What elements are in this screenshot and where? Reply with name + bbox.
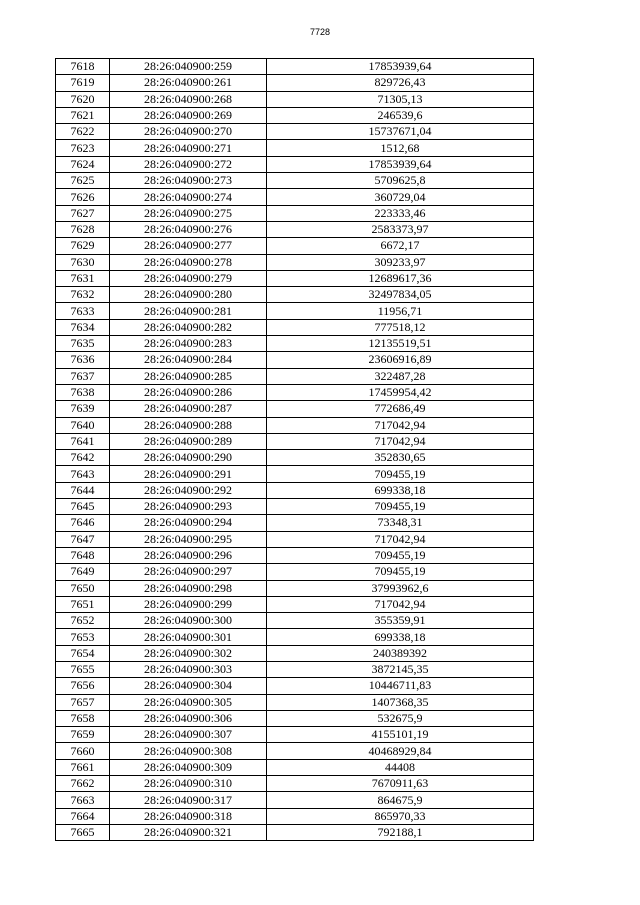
cadastral-value-cell: 352830,65 bbox=[267, 450, 534, 466]
row-number-cell: 7630 bbox=[56, 254, 110, 270]
cadastral-number-cell: 28:26:040900:303 bbox=[110, 661, 267, 677]
cadastral-number-cell: 28:26:040900:277 bbox=[110, 238, 267, 254]
table-row bbox=[56, 580, 534, 596]
cadastral-value-cell: 5709625,8 bbox=[267, 173, 534, 189]
row-number-cell: 7664 bbox=[56, 808, 110, 824]
row-number-cell: 7646 bbox=[56, 515, 110, 531]
cadastral-number-cell: 28:26:040900:299 bbox=[110, 596, 267, 612]
cadastral-value-cell: 1512,68 bbox=[267, 140, 534, 156]
table-row bbox=[56, 694, 534, 710]
cadastral-value-cell: 322487,28 bbox=[267, 368, 534, 384]
cadastral-value-cell: 240389392 bbox=[267, 645, 534, 661]
row-number-cell: 7649 bbox=[56, 564, 110, 580]
table-row bbox=[56, 205, 534, 221]
cadastral-number-cell: 28:26:040900:284 bbox=[110, 352, 267, 368]
table-row bbox=[56, 59, 534, 75]
cadastral-number-cell: 28:26:040900:261 bbox=[110, 75, 267, 91]
row-number-cell: 7642 bbox=[56, 450, 110, 466]
table-row bbox=[56, 613, 534, 629]
cadastral-value-cell: 709455,19 bbox=[267, 547, 534, 563]
cadastral-number-cell: 28:26:040900:287 bbox=[110, 401, 267, 417]
row-number-cell: 7650 bbox=[56, 580, 110, 596]
table-row bbox=[56, 238, 534, 254]
cadastral-number-cell: 28:26:040900:292 bbox=[110, 482, 267, 498]
cadastral-value-table bbox=[55, 58, 534, 841]
table-row bbox=[56, 384, 534, 400]
row-number-cell: 7619 bbox=[56, 75, 110, 91]
cadastral-value-cell: 1407368,35 bbox=[267, 694, 534, 710]
cadastral-value-cell: 717042,94 bbox=[267, 417, 534, 433]
table-row bbox=[56, 450, 534, 466]
row-number-cell: 7653 bbox=[56, 629, 110, 645]
row-number-cell: 7641 bbox=[56, 433, 110, 449]
row-number-cell: 7651 bbox=[56, 596, 110, 612]
row-number-cell: 7655 bbox=[56, 661, 110, 677]
row-number-cell: 7622 bbox=[56, 124, 110, 140]
cadastral-number-cell: 28:26:040900:259 bbox=[110, 59, 267, 75]
cadastral-number-cell: 28:26:040900:280 bbox=[110, 287, 267, 303]
table-row bbox=[56, 107, 534, 123]
table-row bbox=[56, 352, 534, 368]
table-row bbox=[56, 75, 534, 91]
row-number-cell: 7659 bbox=[56, 727, 110, 743]
cadastral-value-cell: 699338,18 bbox=[267, 482, 534, 498]
cadastral-number-cell: 28:26:040900:270 bbox=[110, 124, 267, 140]
table-row bbox=[56, 499, 534, 515]
cadastral-value-cell: 792188,1 bbox=[267, 824, 534, 840]
cadastral-value-cell: 223333,46 bbox=[267, 205, 534, 221]
row-number-cell: 7660 bbox=[56, 743, 110, 759]
row-number-cell: 7636 bbox=[56, 352, 110, 368]
page-number: 7728 bbox=[309, 27, 331, 37]
cadastral-number-cell: 28:26:040900:308 bbox=[110, 743, 267, 759]
cadastral-value-cell: 717042,94 bbox=[267, 433, 534, 449]
row-number-cell: 7657 bbox=[56, 694, 110, 710]
row-number-cell: 7639 bbox=[56, 401, 110, 417]
cadastral-number-cell: 28:26:040900:283 bbox=[110, 336, 267, 352]
cadastral-value-cell: 360729,04 bbox=[267, 189, 534, 205]
cadastral-value-cell: 11956,71 bbox=[267, 303, 534, 319]
cadastral-number-cell: 28:26:040900:301 bbox=[110, 629, 267, 645]
table-row bbox=[56, 564, 534, 580]
table-row bbox=[56, 433, 534, 449]
cadastral-number-cell: 28:26:040900:310 bbox=[110, 776, 267, 792]
cadastral-number-cell: 28:26:040900:271 bbox=[110, 140, 267, 156]
row-number-cell: 7658 bbox=[56, 710, 110, 726]
cadastral-number-cell: 28:26:040900:304 bbox=[110, 678, 267, 694]
cadastral-value-cell: 309233,97 bbox=[267, 254, 534, 270]
row-number-cell: 7662 bbox=[56, 776, 110, 792]
table-row bbox=[56, 743, 534, 759]
cadastral-number-cell: 28:26:040900:289 bbox=[110, 433, 267, 449]
cadastral-value-cell: 865970,33 bbox=[267, 808, 534, 824]
row-number-cell: 7635 bbox=[56, 336, 110, 352]
cadastral-value-cell: 7670911,63 bbox=[267, 776, 534, 792]
table-row bbox=[56, 808, 534, 824]
table-row bbox=[56, 824, 534, 840]
table-row bbox=[56, 417, 534, 433]
row-number-cell: 7625 bbox=[56, 173, 110, 189]
row-number-cell: 7620 bbox=[56, 91, 110, 107]
cadastral-number-cell: 28:26:040900:274 bbox=[110, 189, 267, 205]
cadastral-number-cell: 28:26:040900:297 bbox=[110, 564, 267, 580]
table-row bbox=[56, 792, 534, 808]
table-row bbox=[56, 287, 534, 303]
cadastral-value-cell: 6672,17 bbox=[267, 238, 534, 254]
cadastral-number-cell: 28:26:040900:273 bbox=[110, 173, 267, 189]
cadastral-number-cell: 28:26:040900:288 bbox=[110, 417, 267, 433]
cadastral-number-cell: 28:26:040900:309 bbox=[110, 759, 267, 775]
cadastral-value-cell: 355359,91 bbox=[267, 613, 534, 629]
cadastral-number-cell: 28:26:040900:272 bbox=[110, 156, 267, 172]
row-number-cell: 7654 bbox=[56, 645, 110, 661]
row-number-cell: 7656 bbox=[56, 678, 110, 694]
cadastral-number-cell: 28:26:040900:307 bbox=[110, 727, 267, 743]
cadastral-number-cell: 28:26:040900:269 bbox=[110, 107, 267, 123]
row-number-cell: 7645 bbox=[56, 499, 110, 515]
table-row bbox=[56, 776, 534, 792]
cadastral-value-cell: 17853939,64 bbox=[267, 59, 534, 75]
table-row bbox=[56, 531, 534, 547]
table-body bbox=[56, 59, 534, 841]
table-row bbox=[56, 140, 534, 156]
cadastral-number-cell: 28:26:040900:279 bbox=[110, 270, 267, 286]
cadastral-value-cell: 864675,9 bbox=[267, 792, 534, 808]
table-row bbox=[56, 303, 534, 319]
cadastral-number-cell: 28:26:040900:290 bbox=[110, 450, 267, 466]
cadastral-number-cell: 28:26:040900:282 bbox=[110, 319, 267, 335]
cadastral-value-cell: 777518,12 bbox=[267, 319, 534, 335]
cadastral-number-cell: 28:26:040900:286 bbox=[110, 384, 267, 400]
cadastral-number-cell: 28:26:040900:298 bbox=[110, 580, 267, 596]
table-row bbox=[56, 678, 534, 694]
table-row bbox=[56, 124, 534, 140]
row-number-cell: 7648 bbox=[56, 547, 110, 563]
cadastral-number-cell: 28:26:040900:296 bbox=[110, 547, 267, 563]
table-row bbox=[56, 319, 534, 335]
cadastral-number-cell: 28:26:040900:278 bbox=[110, 254, 267, 270]
table-row bbox=[56, 336, 534, 352]
table-row bbox=[56, 156, 534, 172]
cadastral-value-cell: 12135519,51 bbox=[267, 336, 534, 352]
table-row bbox=[56, 368, 534, 384]
table-row bbox=[56, 401, 534, 417]
table-row bbox=[56, 727, 534, 743]
table-row bbox=[56, 710, 534, 726]
cadastral-value-cell: 717042,94 bbox=[267, 531, 534, 547]
row-number-cell: 7629 bbox=[56, 238, 110, 254]
cadastral-value-cell: 2583373,97 bbox=[267, 221, 534, 237]
cadastral-value-cell: 532675,9 bbox=[267, 710, 534, 726]
cadastral-number-cell: 28:26:040900:302 bbox=[110, 645, 267, 661]
cadastral-number-cell: 28:26:040900:293 bbox=[110, 499, 267, 515]
cadastral-value-cell: 246539,6 bbox=[267, 107, 534, 123]
row-number-cell: 7632 bbox=[56, 287, 110, 303]
cadastral-number-cell: 28:26:040900:268 bbox=[110, 91, 267, 107]
cadastral-number-cell: 28:26:040900:318 bbox=[110, 808, 267, 824]
cadastral-value-cell: 699338,18 bbox=[267, 629, 534, 645]
row-number-cell: 7644 bbox=[56, 482, 110, 498]
row-number-cell: 7628 bbox=[56, 221, 110, 237]
cadastral-number-cell: 28:26:040900:317 bbox=[110, 792, 267, 808]
table-row bbox=[56, 221, 534, 237]
cadastral-number-cell: 28:26:040900:295 bbox=[110, 531, 267, 547]
cadastral-value-cell: 10446711,83 bbox=[267, 678, 534, 694]
table-row bbox=[56, 91, 534, 107]
row-number-cell: 7633 bbox=[56, 303, 110, 319]
table-row bbox=[56, 759, 534, 775]
table-row bbox=[56, 482, 534, 498]
cadastral-number-cell: 28:26:040900:281 bbox=[110, 303, 267, 319]
cadastral-value-cell: 12689617,36 bbox=[267, 270, 534, 286]
cadastral-value-cell: 709455,19 bbox=[267, 466, 534, 482]
row-number-cell: 7621 bbox=[56, 107, 110, 123]
row-number-cell: 7640 bbox=[56, 417, 110, 433]
cadastral-value-cell: 71305,13 bbox=[267, 91, 534, 107]
cadastral-value-cell: 829726,43 bbox=[267, 75, 534, 91]
table-row bbox=[56, 515, 534, 531]
row-number-cell: 7631 bbox=[56, 270, 110, 286]
table-row bbox=[56, 629, 534, 645]
row-number-cell: 7618 bbox=[56, 59, 110, 75]
table-row bbox=[56, 466, 534, 482]
cadastral-value-cell: 40468929,84 bbox=[267, 743, 534, 759]
cadastral-value-cell: 709455,19 bbox=[267, 564, 534, 580]
row-number-cell: 7661 bbox=[56, 759, 110, 775]
cadastral-number-cell: 28:26:040900:291 bbox=[110, 466, 267, 482]
cadastral-number-cell: 28:26:040900:276 bbox=[110, 221, 267, 237]
cadastral-value-cell: 709455,19 bbox=[267, 499, 534, 515]
table-row bbox=[56, 547, 534, 563]
cadastral-value-cell: 4155101,19 bbox=[267, 727, 534, 743]
cadastral-number-cell: 28:26:040900:305 bbox=[110, 694, 267, 710]
cadastral-value-cell: 17853939,64 bbox=[267, 156, 534, 172]
cadastral-value-cell: 17459954,42 bbox=[267, 384, 534, 400]
table-row bbox=[56, 661, 534, 677]
cadastral-value-cell: 717042,94 bbox=[267, 596, 534, 612]
row-number-cell: 7647 bbox=[56, 531, 110, 547]
row-number-cell: 7665 bbox=[56, 824, 110, 840]
row-number-cell: 7623 bbox=[56, 140, 110, 156]
cadastral-number-cell: 28:26:040900:306 bbox=[110, 710, 267, 726]
table-row bbox=[56, 254, 534, 270]
cadastral-number-cell: 28:26:040900:300 bbox=[110, 613, 267, 629]
table-row bbox=[56, 645, 534, 661]
cadastral-number-cell: 28:26:040900:321 bbox=[110, 824, 267, 840]
table-row bbox=[56, 189, 534, 205]
row-number-cell: 7634 bbox=[56, 319, 110, 335]
row-number-cell: 7652 bbox=[56, 613, 110, 629]
cadastral-number-cell: 28:26:040900:275 bbox=[110, 205, 267, 221]
row-number-cell: 7626 bbox=[56, 189, 110, 205]
cadastral-value-cell: 772686,49 bbox=[267, 401, 534, 417]
cadastral-value-cell: 44408 bbox=[267, 759, 534, 775]
cadastral-value-cell: 15737671,04 bbox=[267, 124, 534, 140]
row-number-cell: 7638 bbox=[56, 384, 110, 400]
table-row bbox=[56, 596, 534, 612]
table-row bbox=[56, 270, 534, 286]
row-number-cell: 7643 bbox=[56, 466, 110, 482]
row-number-cell: 7627 bbox=[56, 205, 110, 221]
cadastral-value-cell: 3872145,35 bbox=[267, 661, 534, 677]
row-number-cell: 7663 bbox=[56, 792, 110, 808]
cadastral-value-cell: 73348,31 bbox=[267, 515, 534, 531]
cadastral-value-cell: 23606916,89 bbox=[267, 352, 534, 368]
row-number-cell: 7624 bbox=[56, 156, 110, 172]
cadastral-number-cell: 28:26:040900:294 bbox=[110, 515, 267, 531]
cadastral-value-cell: 37993962,6 bbox=[267, 580, 534, 596]
table-row bbox=[56, 173, 534, 189]
row-number-cell: 7637 bbox=[56, 368, 110, 384]
cadastral-number-cell: 28:26:040900:285 bbox=[110, 368, 267, 384]
cadastral-value-cell: 32497834,05 bbox=[267, 287, 534, 303]
